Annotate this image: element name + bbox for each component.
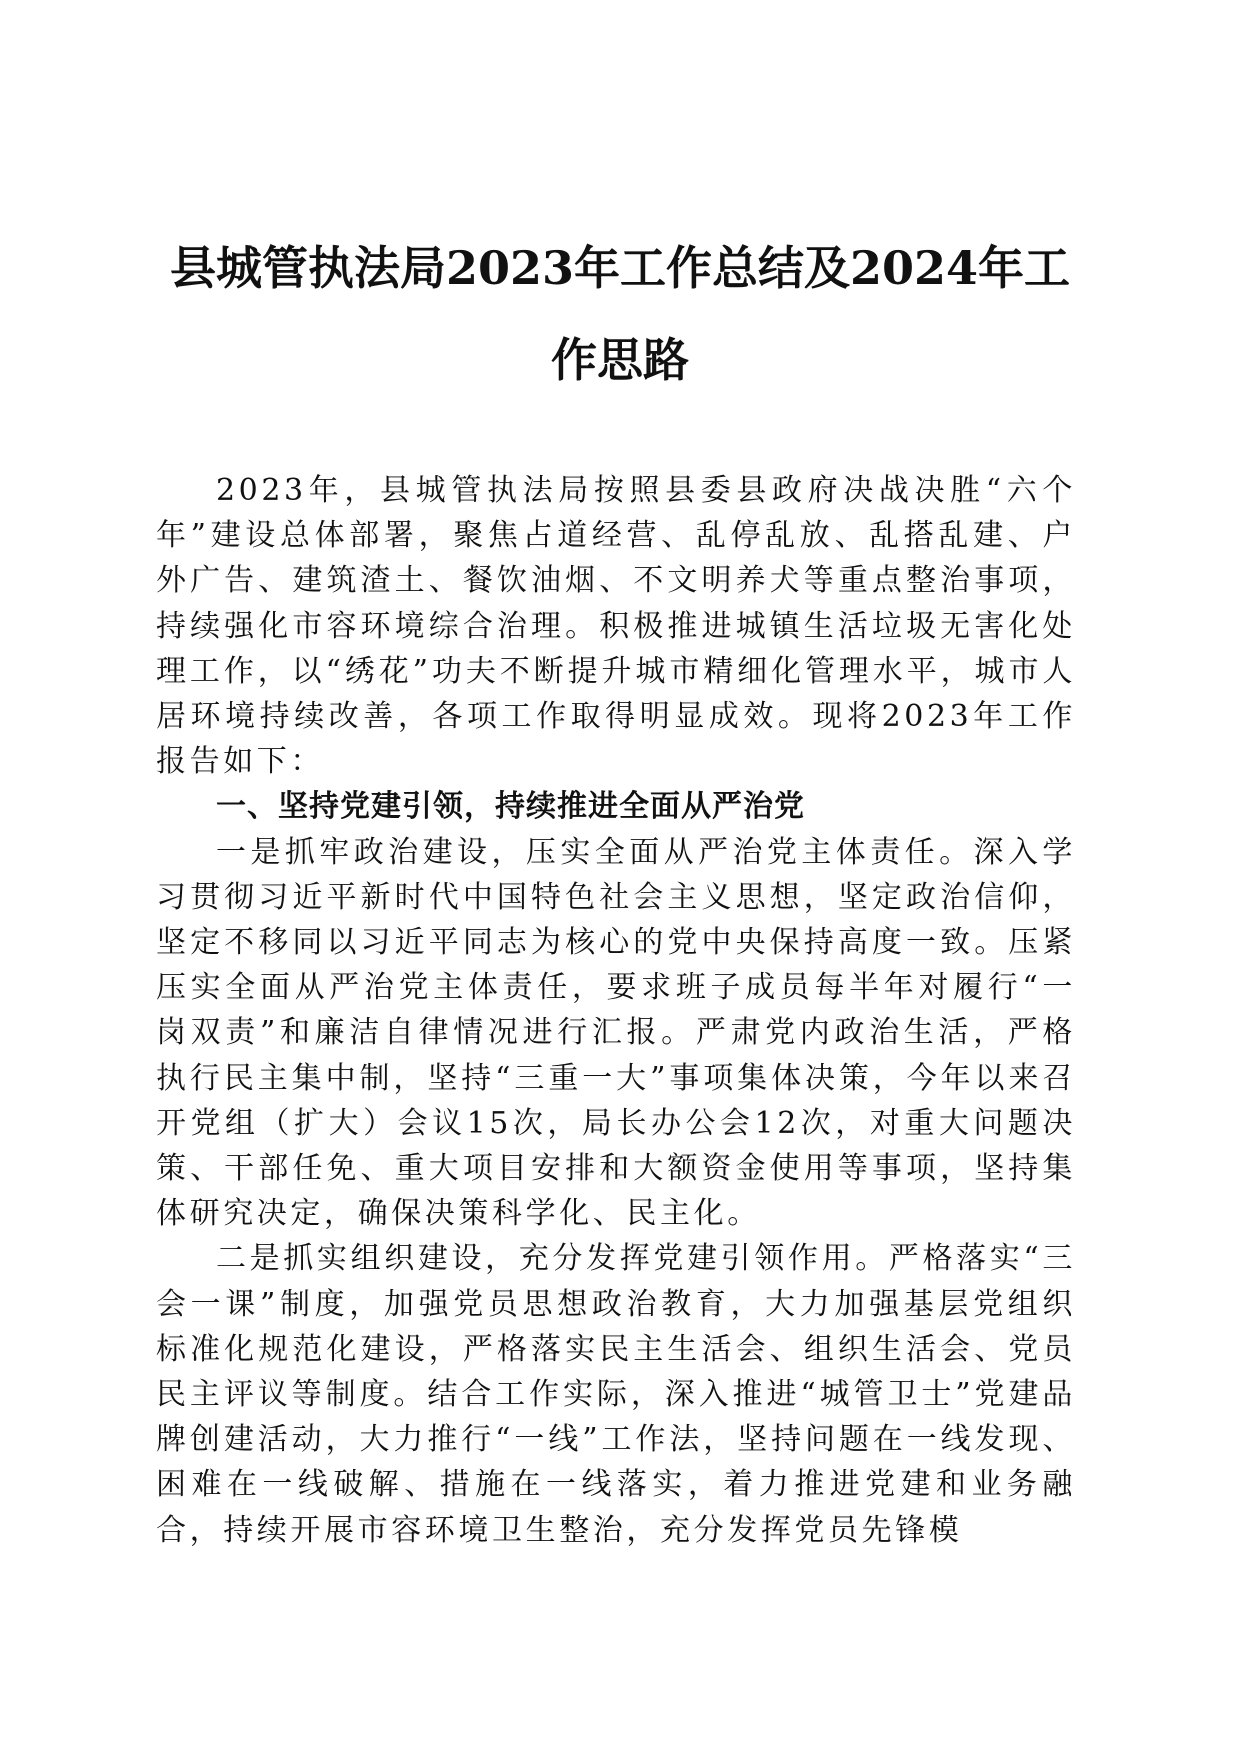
- document-body: [156, 468, 1076, 1553]
- section-heading-1: 一、坚持党建引领，持续推进全面从严治党: [216, 789, 805, 825]
- paragraph-organization-building: 二是抓实组织建设，充分发挥党建引领作用。严格落实“三会一课”制度，加强党员思想政治教育，大力加强基层党组织标准化规范化建设，严格落实民主生活会、组织生活会、党员民主评议等制度。结合工作实际，深入推进“城管卫士”党建品牌创建活动，大力推行“一线”工作法，坚持问题在一线发现、困难在一线破解、措施在一线落实，着力推进党建和业务融合，持续开展市容环境卫生整治，充分发挥党员先锋模: [156, 1241, 1076, 1548]
- document-title: 县城管执法局2023年工作总结及2024年工作思路: [169, 241, 1071, 387]
- paragraph-political-building: 一是抓牢政治建设，压实全面从严治党主体责任。深入学习贯彻习近平新时代中国特色社会主义思想，坚定政治信仰，坚定不移同以习近平同志为核心的党中央保持高度一致。压紧压实全面从严治党主体责任，要求班子成员每半年对履行“一岗双责”和廉洁自律情况进行汇报。严肃党内政治生活，严格执行民主集中制，坚持“三重一大”事项集体决策，今年以来召开党组（扩大）会议15次，局长办公会12次，对重大问题决策、干部任免、重大项目安排和大额资金使用等事项，坚持集体研究决定，确保决策科学化、民主化。: [156, 834, 1076, 1232]
- intro-paragraph: 2023年，县城管执法局按照县委县政府决战决胜“六个年”建设总体部署，聚焦占道经营、乱停乱放、乱搭乱建、户外广告、建筑渣土、餐饮油烟、不文明养犬等重点整治事项，持续强化市容环境综合治理。积极推进城镇生活垃圾无害化处理工作，以“绣花”功夫不断提升城市精细化管理水平，城市人居环境持续改善，各项工作取得明显成效。现将2023年工作报告如下：: [156, 473, 1076, 780]
